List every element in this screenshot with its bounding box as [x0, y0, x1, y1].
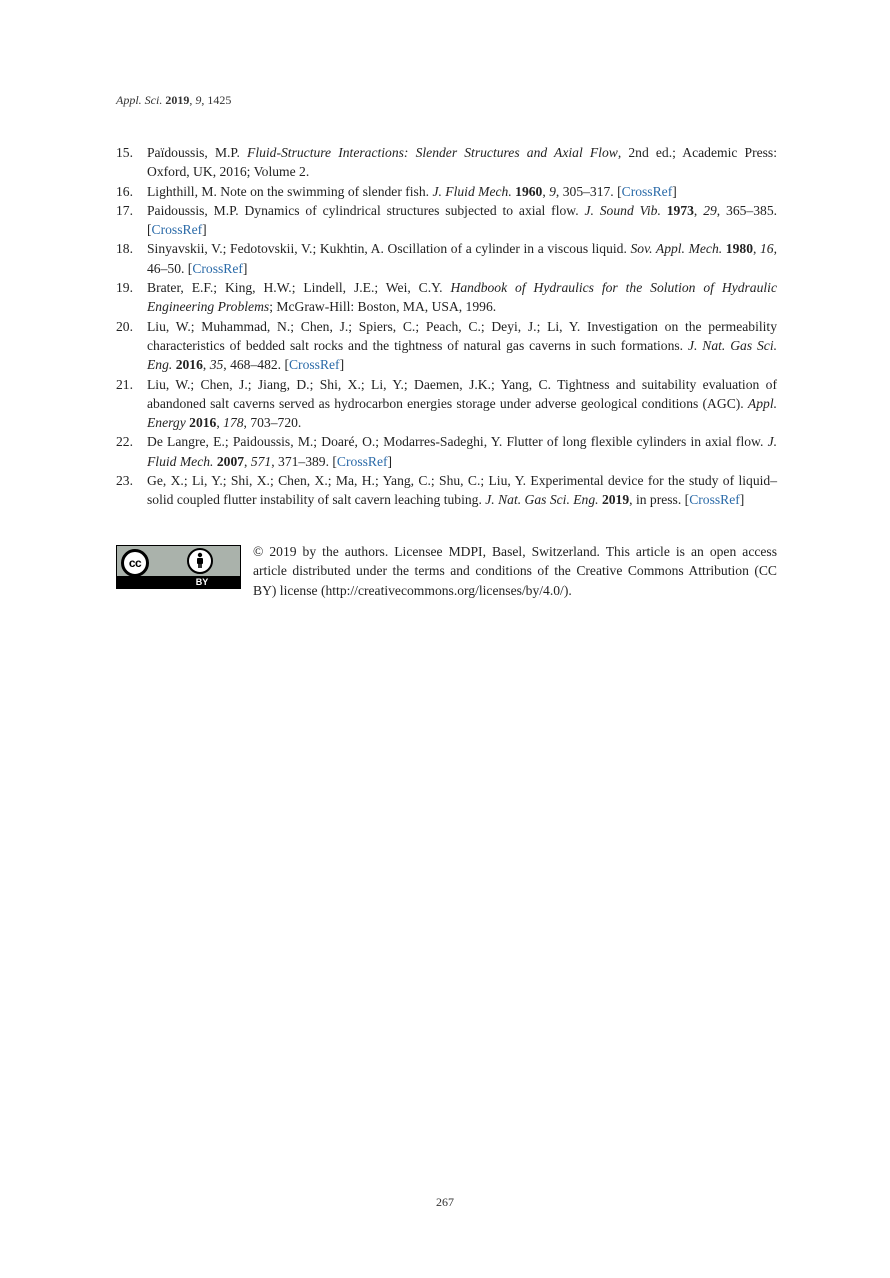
reference-authors: Sinyavskii, V.; Fedotovskii, V.; Kukhtin, A. Oscillation of a cylinder in a viscous liquid. — [147, 241, 631, 257]
reference-authors: Liu, W.; Muhammad, N.; Chen, J.; Spiers, C.; Peach, C.; Deyi, J.; Li, Y. Investigation on the permeability characteristics of bedded salt rocks and the tightness of natural gas caverns in such formations. — [147, 318, 777, 353]
reference-item: 22. De Langre, E.; Paidoussis, M.; Doaré, O.; Modarres-Sadeghi, Y. Flutter of long flexible cylinders in axial flow. J. Fluid Mech. 2007, 571, 371–389. [CrossRef] — [116, 432, 777, 471]
license-block — [116, 542, 777, 600]
reference-year: 2007 — [216, 453, 245, 469]
reference-authors: Brater, E.F.; King, H.W.; Lindell, J.E.; Wei, C.Y. — [147, 280, 451, 296]
reference-publisher: ; McGraw-Hill: Boston, MA, USA, 1996. — [269, 299, 497, 315]
reference-authors: Paidoussis, M.P. Dynamics of cylindrical structures subjected to axial flow. — [147, 202, 585, 218]
license-text: © 2019 by the authors. Licensee MDPI, Basel, Switzerland. This article is an open access article distributed under the terms and conditions of the Creative Commons Attribution (CC BY) license (http://creativecommons.org/licenses/by/4.0/). — [253, 544, 777, 598]
reference-pages: , 468–482. — [223, 357, 285, 373]
reference-number: 17. — [116, 202, 133, 218]
reference-pages: , 46–50. — [147, 241, 777, 276]
reference-authors: De Langre, E.; Paidoussis, M.; Doaré, O.; Modarres-Sadeghi, Y. Flutter of long flexible cylinders in axial flow. — [147, 434, 768, 450]
by-label: BY — [195, 577, 209, 587]
reference-item — [116, 278, 777, 317]
reference-title: Fluid-Structure Interactions: Slender Structures and Axial Flow — [247, 145, 618, 160]
reference-item: 18. Sinyavskii, V.; Fedotovskii, V.; Kukhtin, A. Oscillation of a cylinder in a viscous liquid. Sov. Appl. Mech. 1980, 16, 46–50. [CrossRef] — [116, 239, 777, 278]
crossref-link[interactable]: CrossRef — [621, 183, 673, 199]
reference-number: 22. — [116, 434, 133, 450]
crossref-link[interactable]: CrossRef — [336, 453, 388, 469]
reference-year: 2016 — [175, 357, 203, 373]
reference-title: Handbook of Hydraulics for the Solution of Hydraulic Engineering Problems — [147, 280, 777, 315]
reference-number: 18. — [116, 241, 133, 257]
reference-volume: 9 — [549, 183, 556, 199]
reference-year: 1973 — [666, 202, 694, 218]
reference-volume: 178 — [223, 415, 244, 431]
reference-volume: 29 — [703, 202, 717, 218]
attribution-person-icon — [187, 548, 213, 574]
reference-item — [116, 143, 777, 182]
reference-number: 15. — [116, 145, 133, 160]
reference-list — [116, 143, 777, 510]
reference-number: 16. — [116, 183, 133, 199]
reference-number: 23. — [116, 473, 133, 489]
reference-pages: , 703–720. — [243, 415, 302, 431]
reference-volume: 571 — [250, 453, 272, 469]
reference-item: 21. Liu, W.; Chen, J.; Jiang, D.; Shi, X.; Li, Y.; Daemen, J.K.; Yang, C. Tightness and suitability evaluation of abandoned salt caverns served as hydrocarbon energies storage under adverse geological conditions (AGC). Appl. Energy 2016, 178, 703–720. — [116, 375, 777, 433]
reference-publisher: , 2nd ed.; Academic Press: Oxford, UK, 2016; Volume 2. — [147, 145, 778, 180]
reference-volume: 35 — [209, 357, 224, 373]
reference-year: 1960 — [515, 183, 543, 199]
reference-volume: 16 — [760, 241, 774, 257]
reference-pages: , in press. — [629, 492, 685, 508]
running-header: Appl. Sci. 2019, 9, 1425 — [116, 93, 232, 107]
reference-number: 21. — [116, 376, 133, 392]
reference-authors: Ge, X.; Li, Y.; Shi, X.; Chen, X.; Ma, H.; Yang, C.; Shu, C.; Liu, Y. Experimental device for the study of liquid–solid coupled flutter instability of salt cavern leaching tubing. — [147, 473, 777, 508]
reference-journal: J. Nat. Gas Sci. Eng. — [147, 337, 778, 373]
reference-journal: J. Fluid Mech. — [147, 434, 777, 469]
cc-by-badge[interactable] — [116, 545, 241, 589]
journal-volume: 9 — [195, 93, 202, 107]
crossref-link[interactable]: CrossRef — [288, 357, 340, 373]
reference-pages: , 305–317. — [555, 183, 618, 199]
crossref-link[interactable]: CrossRef — [689, 492, 740, 508]
reference-pages: , 371–389. — [271, 453, 333, 469]
reference-authors: Liu, W.; Chen, J.; Jiang, D.; Shi, X.; Li, Y.; Daemen, J.K.; Yang, C. Tightness and suitability evaluation of abandoned salt caverns served as hydrocarbon energies storage under adverse geological conditions (AGC). — [147, 376, 777, 411]
page-number: 267 — [436, 1195, 454, 1209]
article-number: 1425 — [207, 93, 232, 107]
reference-authors: Païdoussis, M.P. — [147, 145, 248, 160]
crossref-link[interactable]: CrossRef — [192, 260, 243, 276]
reference-item: 20. Liu, W.; Muhammad, N.; Chen, J.; Spiers, C.; Peach, C.; Deyi, J.; Li, Y. Investigation on the permeability characteristics of bedded salt rocks and the tightness of natural gas caverns in such formations. J. Nat. Gas Sci. Eng. 2016, 35, 468–482. [CrossRef] — [116, 317, 777, 375]
reference-number: 20. — [116, 318, 133, 334]
reference-number: 19. — [116, 280, 133, 296]
reference-journal: Appl. Energy — [147, 395, 777, 431]
reference-year: 2019 — [601, 492, 630, 508]
reference-journal: J. Nat. Gas Sci. Eng. — [485, 492, 599, 508]
cc-icon: cc — [121, 549, 149, 577]
reference-journal: J. Fluid Mech. — [432, 183, 512, 199]
reference-journal: Sov. Appl. Mech. — [630, 241, 723, 257]
reference-item: 17. Paidoussis, M.P. Dynamics of cylindrical structures subjected to axial flow. J. Sound Vib. 1973, 29, 365–385. [CrossRef] — [116, 201, 777, 240]
reference-item: 16. Lighthill, M. Note on the swimming of slender fish. J. Fluid Mech. 1960, 9, 305–317. [CrossRef] — [116, 182, 777, 201]
crossref-link[interactable]: CrossRef — [151, 222, 203, 238]
journal-year: 2019 — [165, 93, 190, 107]
reference-year: 1980 — [725, 241, 753, 257]
reference-year: 2016 — [189, 415, 217, 431]
reference-pages: , 365–385. — [716, 202, 778, 218]
badge-bar — [117, 576, 240, 588]
reference-authors: Lighthill, M. Note on the swimming of slender fish. — [147, 183, 433, 199]
reference-journal: J. Sound Vib. — [584, 202, 661, 218]
journal-name: Appl. Sci. — [116, 93, 163, 107]
reference-item: 23. Ge, X.; Li, Y.; Shi, X.; Chen, X.; Ma, H.; Yang, C.; Shu, C.; Liu, Y. Experimental device for the study of liquid–solid coupled flutter instability of salt cavern leaching tubing. J. Nat. Gas Sci. Eng. 2019, in press. [CrossRef] — [116, 471, 777, 510]
